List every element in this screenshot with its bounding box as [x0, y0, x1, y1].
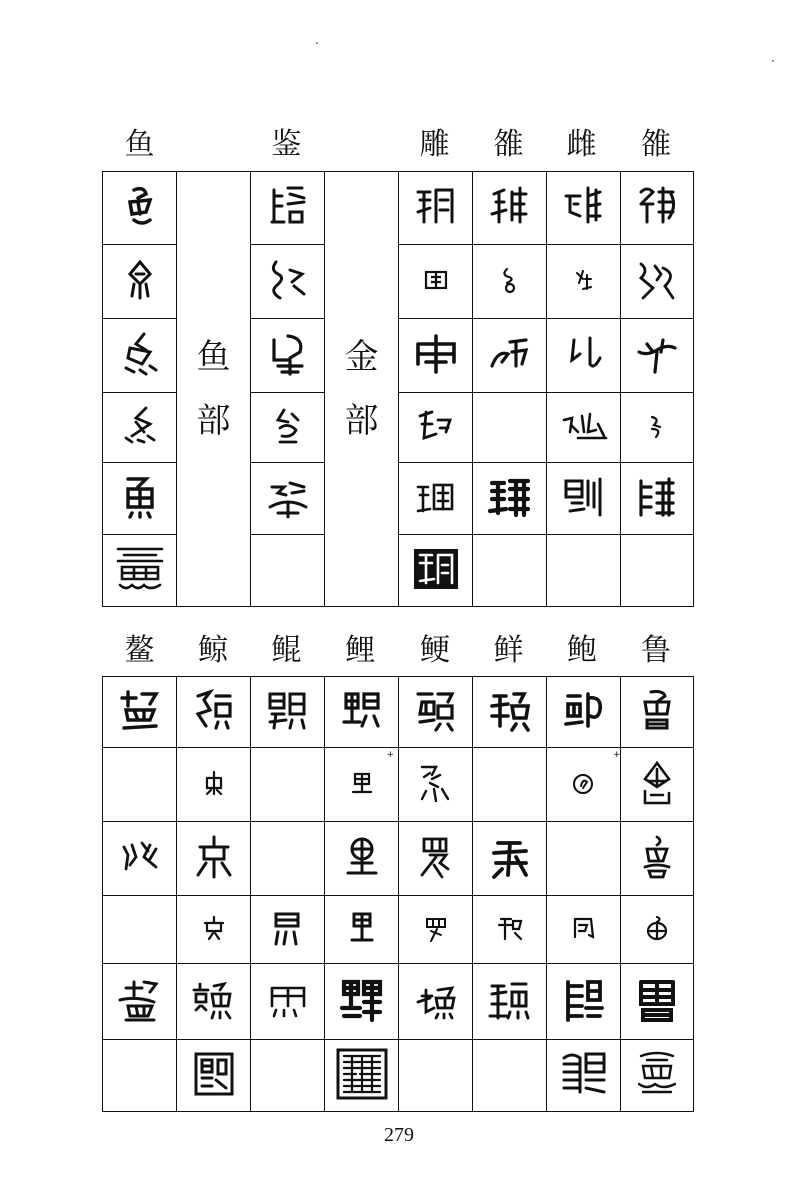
glyph-cell: [103, 393, 177, 463]
bao-glyph-2: [569, 768, 599, 798]
radical-label-fish-1: 鱼: [196, 337, 231, 377]
glyph-cell: [177, 677, 251, 748]
li-glyph-4: [338, 904, 386, 952]
glyph-cell: [473, 245, 547, 319]
glyph-cell: [103, 1040, 177, 1112]
glyph-cell: [251, 1040, 325, 1112]
glyph-cell: [103, 172, 177, 245]
lu-glyph-2: [633, 759, 681, 807]
ci-glyph-1: [560, 182, 608, 230]
yu-seal-stamp: [114, 543, 166, 595]
radical-cell-metal: [325, 172, 399, 607]
lu-glyph-1: [633, 686, 681, 734]
luo2-glyph-3: [633, 330, 681, 378]
glyph-cell: [325, 896, 399, 964]
glyph-cell: [621, 677, 694, 748]
glyph-cell: [547, 1040, 621, 1112]
glyph-cell: [177, 822, 251, 896]
glyph-cell: [473, 896, 547, 964]
glyph-cell: [103, 896, 177, 964]
header-yu: 鱼: [124, 127, 155, 162]
kun-glyph-5: [264, 976, 312, 1024]
ci-glyph-3: [560, 330, 608, 378]
glyph-cell: [621, 1040, 694, 1112]
kun-glyph-1: [264, 686, 312, 734]
li-glyph-5: [338, 976, 386, 1024]
glyph-cell: [103, 964, 177, 1040]
header-diao: 雕: [419, 127, 450, 162]
luo-glyph-3: [486, 330, 534, 378]
jing-glyph-2: [199, 768, 229, 798]
radical-cell-fish: [177, 172, 251, 607]
bao-glyph-4: [569, 913, 599, 943]
glyph-cell: [473, 1040, 547, 1112]
xian-glyph-5: [486, 976, 534, 1024]
glyph-cell: [177, 964, 251, 1040]
glyph-cell: [399, 964, 473, 1040]
glyph-cell: [399, 748, 473, 822]
glyph-cell: [621, 393, 694, 463]
yu-glyph-1: [116, 182, 164, 230]
glyph-cell: [251, 535, 325, 607]
top-glyph-table: [102, 171, 694, 607]
jing-glyph-3: [190, 833, 238, 881]
xian-glyph-4: [495, 913, 525, 943]
glyph-cell: [251, 463, 325, 535]
glyph-cell: [547, 896, 621, 964]
bao-seal-stamp: [558, 1048, 610, 1100]
xian-glyph-3: [486, 833, 534, 881]
glyph-cell: [325, 748, 399, 822]
glyph-cell: [473, 822, 547, 896]
glyph-cell: [103, 245, 177, 319]
glyph-cell: [621, 964, 694, 1040]
diao-glyph-4: [412, 402, 460, 450]
glyph-cell: [621, 822, 694, 896]
glyph-cell: [547, 964, 621, 1040]
glyph-cell: [251, 172, 325, 245]
li-glyph-2: [347, 768, 377, 798]
jian-glyph-4: [264, 402, 312, 450]
yu-glyph-2: [116, 256, 164, 304]
glyph-cell: [621, 896, 694, 964]
header-geng: 鲠: [420, 633, 450, 668]
diao-seal-stamp: [410, 543, 462, 595]
ao-glyph-1: [116, 686, 164, 734]
glyph-cell: [251, 393, 325, 463]
header-xian: 鲜: [493, 633, 524, 668]
glyph-cell: [547, 677, 621, 748]
jian-glyph-1: [264, 182, 312, 230]
header-lu: 鲁: [641, 633, 671, 668]
glyph-cell: [177, 1040, 251, 1112]
jian-glyph-3: [264, 330, 312, 378]
jing-seal-stamp: [188, 1048, 240, 1100]
jian-glyph-2: [264, 256, 312, 304]
luo-glyph-2: [495, 265, 525, 295]
glyph-cell: [399, 463, 473, 535]
glyph-cell: [473, 463, 547, 535]
li-glyph-3: [338, 833, 386, 881]
bao-glyph-5: [560, 976, 608, 1024]
glyph-cell: [399, 1040, 473, 1112]
jing-glyph-4: [199, 913, 229, 943]
jian-glyph-5: [264, 473, 312, 521]
glyph-cell: [399, 172, 473, 245]
glyph-cell: [547, 393, 621, 463]
glyph-cell: [251, 748, 325, 822]
luo-glyph-1: [486, 182, 534, 230]
glyph-cell: [251, 319, 325, 393]
lu-glyph-3: [633, 833, 681, 881]
ao-glyph-3: [116, 833, 164, 881]
diao-glyph-1: [412, 182, 460, 230]
luo2-glyph-4: [642, 411, 672, 441]
glyph-cell: [473, 964, 547, 1040]
li-glyph-1: [338, 686, 386, 734]
glyph-cell: [621, 245, 694, 319]
glyph-cell: [399, 319, 473, 393]
diao-glyph-5: [412, 473, 460, 521]
glyph-cell: [325, 964, 399, 1040]
glyph-cell: [399, 393, 473, 463]
luo2-glyph-2: [633, 256, 681, 304]
luo-glyph-5: [486, 473, 534, 521]
luo2-glyph-5: [633, 473, 681, 521]
glyph-cell: [621, 463, 694, 535]
jing-glyph-5: [190, 976, 238, 1024]
glyph-cell: [251, 964, 325, 1040]
header-li: 鲤: [345, 633, 376, 668]
glyph-cell: [547, 172, 621, 245]
glyph-cell: [547, 245, 621, 319]
header-bao: 鲍: [567, 633, 597, 668]
geng-glyph-4: [421, 913, 451, 943]
bottom-glyph-table: [102, 676, 694, 1112]
glyph-cell: [399, 245, 473, 319]
header-jing: 鲸: [198, 633, 228, 668]
header-kun: 鲲: [271, 633, 302, 668]
page-number: 279: [384, 1124, 414, 1146]
glyph-cell: [251, 896, 325, 964]
plus-mark: +: [386, 750, 394, 760]
glyph-cell: [103, 748, 177, 822]
geng-glyph-2: [412, 759, 460, 807]
jing-glyph-1: [190, 686, 238, 734]
glyph-cell: [621, 319, 694, 393]
header-ci: 雌: [566, 127, 597, 162]
header-jian: 鉴: [271, 127, 302, 162]
glyph-cell: [473, 393, 547, 463]
luo2-glyph-1: [633, 182, 681, 230]
kun-glyph-4: [264, 904, 312, 952]
glyph-cell: [251, 245, 325, 319]
lu-seal-stamp: [631, 1048, 683, 1100]
glyph-cell: [103, 319, 177, 393]
geng-glyph-3: [412, 833, 460, 881]
glyph-cell: [325, 1040, 399, 1112]
glyph-cell: [473, 172, 547, 245]
glyph-cell: [399, 896, 473, 964]
glyph-cell: [547, 535, 621, 607]
scan-speck: [772, 60, 774, 62]
glyph-cell: [473, 748, 547, 822]
lu-glyph-4: [642, 913, 672, 943]
glyph-cell: [399, 535, 473, 607]
ao-glyph-5: [116, 976, 164, 1024]
yu-glyph-4: [116, 402, 164, 450]
glyph-cell: [177, 748, 251, 822]
radical-label-metal-1: 金: [344, 337, 379, 377]
glyph-cell: [621, 172, 694, 245]
bao-glyph-1: [560, 686, 608, 734]
scan-speck: [316, 42, 318, 44]
diao-glyph-2: [421, 265, 451, 295]
glyph-cell: [473, 535, 547, 607]
glyph-cell: [473, 677, 547, 748]
header-luo-2: 雒: [641, 127, 671, 162]
lu-glyph-5: [633, 976, 681, 1024]
glyph-cell: [325, 677, 399, 748]
glyph-cell: [473, 319, 547, 393]
diao-glyph-3: [412, 330, 460, 378]
glyph-cell: [177, 896, 251, 964]
plus-mark: +: [613, 750, 621, 760]
yu-glyph-5: [116, 473, 164, 521]
xian-glyph-1: [486, 686, 534, 734]
glyph-cell: [399, 822, 473, 896]
glyph-cell: [103, 822, 177, 896]
ci-glyph-4: [560, 402, 608, 450]
glyph-cell: [547, 463, 621, 535]
li-seal-stamp: [336, 1048, 388, 1100]
yu-glyph-3: [116, 330, 164, 378]
glyph-cell: [547, 822, 621, 896]
geng-glyph-1: [412, 686, 460, 734]
geng-glyph-5: [412, 976, 460, 1024]
glyph-cell: [547, 319, 621, 393]
header-luo: 雒: [493, 127, 524, 162]
glyph-cell: [103, 677, 177, 748]
header-ao: 鳌: [124, 633, 155, 668]
glyph-cell: [251, 677, 325, 748]
radical-label-metal-2: 部: [344, 401, 379, 441]
glyph-cell: [325, 822, 399, 896]
glyph-cell: [251, 822, 325, 896]
glyph-cell: [103, 535, 177, 607]
glyph-cell: [621, 535, 694, 607]
radical-label-fish-2: 部: [196, 401, 231, 441]
glyph-cell: [399, 677, 473, 748]
ci-glyph-2: [569, 265, 599, 295]
ci-glyph-5: [560, 473, 608, 521]
glyph-cell: [103, 463, 177, 535]
glyph-cell: [613, 748, 694, 822]
glyph-cell: [547, 748, 621, 822]
